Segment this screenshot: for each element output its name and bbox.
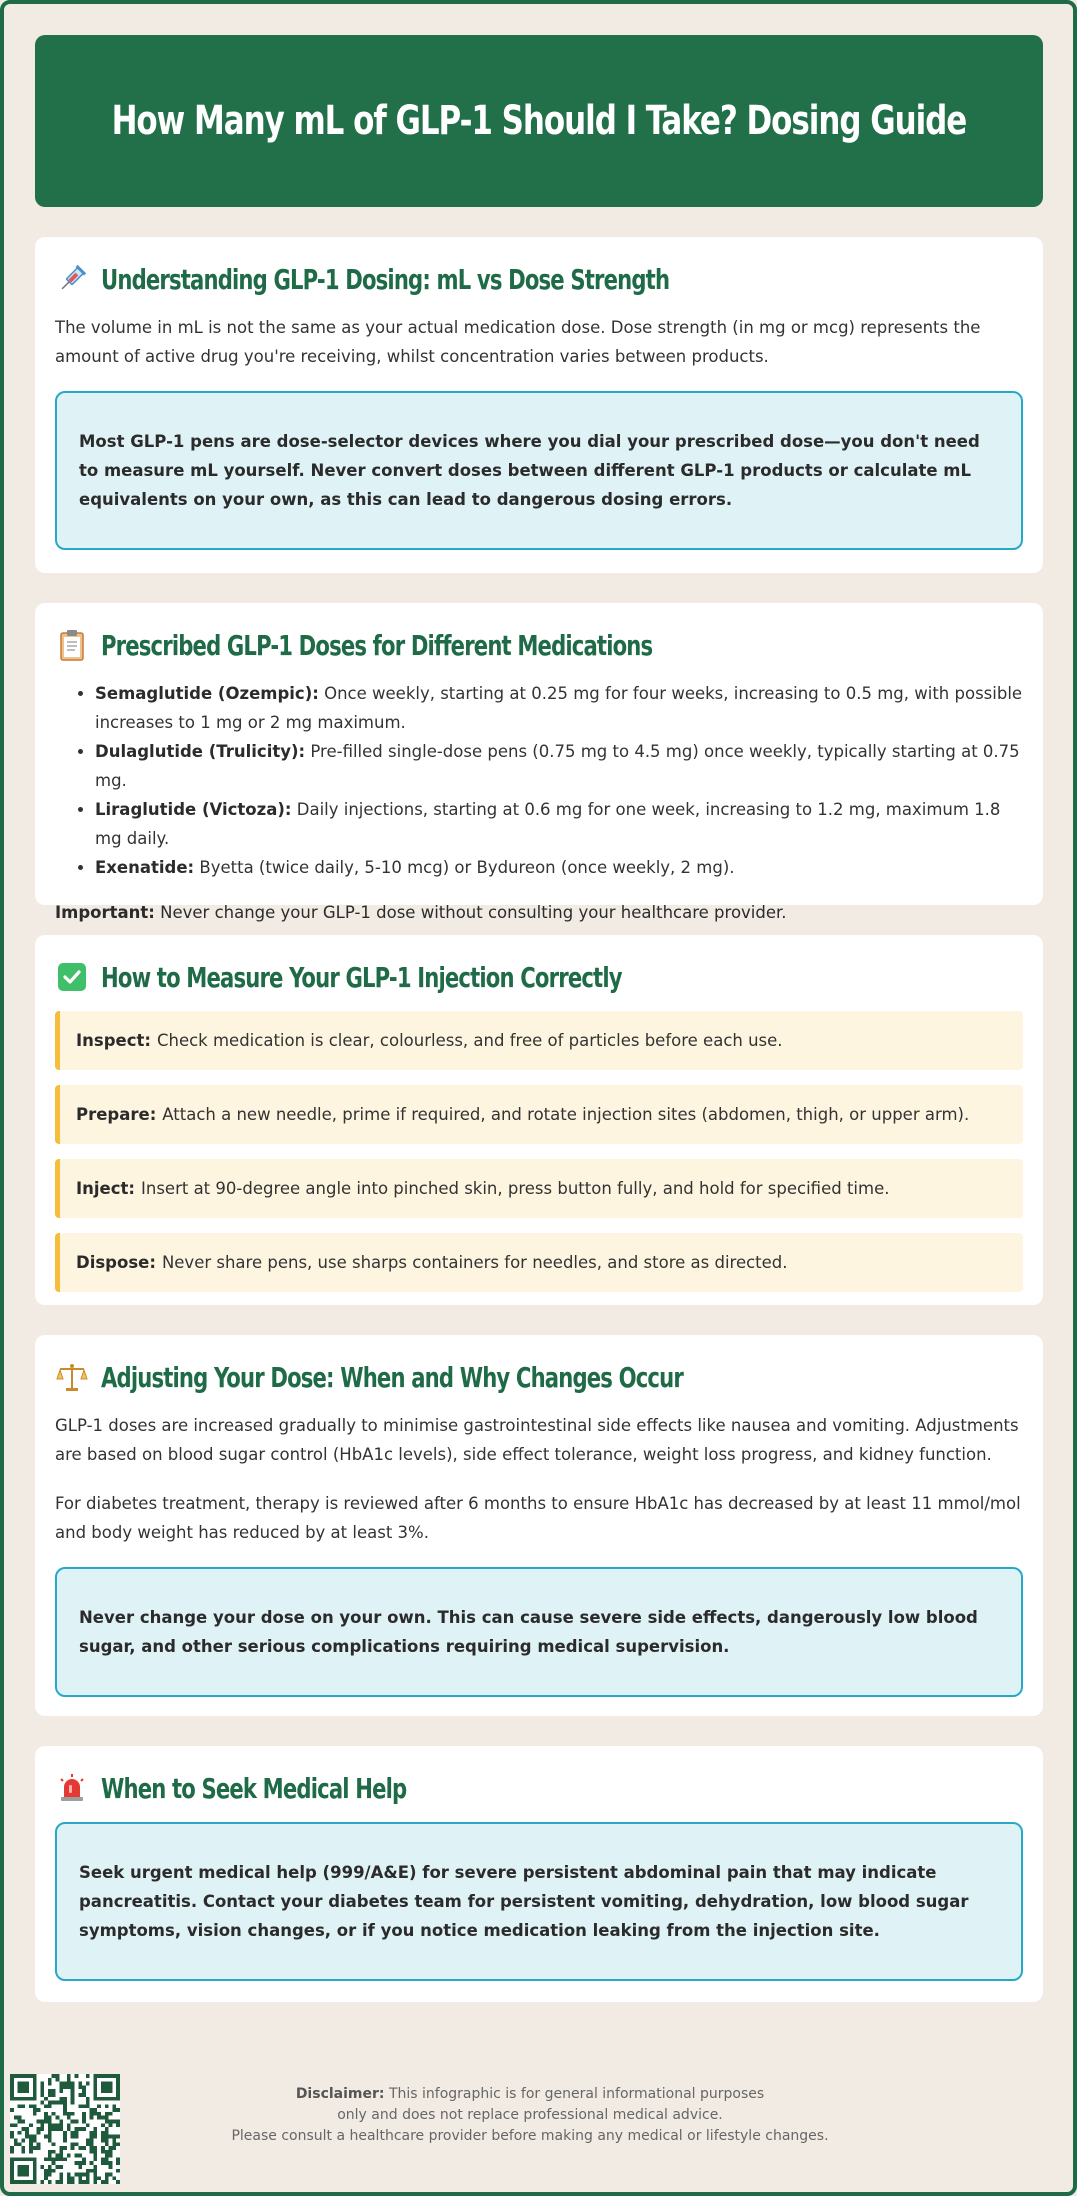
medication-name: Semaglutide (Ozempic): xyxy=(95,684,319,703)
clipboard-icon xyxy=(55,628,89,662)
medication-dose: Pre-filled single-dose pens (0.75 mg to 4.5 mg) once weekly, typically starting at 0.75 mg. xyxy=(95,742,1020,790)
disclaimer-text-3: Please consult a healthcare provider before making any medical or lifestyle changes. xyxy=(231,2128,829,2144)
section-body: The volume in mL is not the same as your actual medication dose. Dose strength (in mg or mcg) represents the amount of active drug you're receiving, whilst concentration varies between products. xyxy=(55,318,981,366)
step-text: Never share pens, use sharps containers for needles, and store as directed. xyxy=(161,1253,788,1272)
medication-dose: Once weekly, starting at 0.25 mg for four weeks, increasing to 0.5 mg, with possible increases to 1 mg or 2 mg maximum. xyxy=(95,684,1023,732)
section-heading xyxy=(55,259,1023,299)
section-heading xyxy=(55,625,1023,665)
section-prescribed xyxy=(35,603,1043,922)
section-measure xyxy=(35,935,1043,1305)
step-inject xyxy=(55,1159,1023,1218)
scales-icon xyxy=(55,1360,89,1394)
medication-dose: Daily injections, starting at 0.6 mg for one week, increasing to 1.2 mg, maximum 1.8 mg daily. xyxy=(95,800,1001,848)
disclaimer-label: Disclaimer: xyxy=(295,2086,385,2102)
dose-list xyxy=(55,679,1023,882)
section-body: GLP-1 doses are increased gradually to minimise gastrointestinal side effects like nausea and vomiting. Adjustments are based on blood sugar control (HbA1c levels), side effect tolerance, weight loss progress, and kidney function. xyxy=(55,1416,1019,1464)
section-title: Adjusting Your Dose: When and Why Changes Occur xyxy=(101,1360,683,1394)
section-adjusting xyxy=(35,1335,1043,1716)
medication-name: Dulaglutide (Trulicity): xyxy=(95,742,306,761)
info-note: Most GLP-1 pens are dose-selector devices where you dial your prescribed dose—you don't need to measure mL yourself. Never convert doses between different GLP-1 products or calculate mL equivalents on your own, as this can lead to dangerous dosing errors. xyxy=(55,391,1023,550)
list-item xyxy=(95,737,1023,795)
content xyxy=(35,35,1043,2002)
section-heading xyxy=(55,957,1023,997)
section-body: For diabetes treatment, therapy is reviewed after 6 months to ensure HbA1c has decreased by at least 11 mmol/mol and body weight has reduced by at least 3%. xyxy=(55,1494,1021,1542)
list-item xyxy=(95,795,1023,853)
disclaimer-text-2: only and does not replace professional medical advice. xyxy=(337,2107,723,2123)
important-note xyxy=(55,898,1023,927)
list-item xyxy=(95,679,1023,737)
disclaimer xyxy=(200,2084,860,2147)
step-text: Check medication is clear, colourless, and free of particles before each use. xyxy=(156,1031,783,1050)
section-help xyxy=(35,1746,1043,2002)
section-title: How to Measure Your GLP-1 Injection Correctly xyxy=(101,960,622,994)
section-heading xyxy=(55,1357,1023,1397)
section-title: When to Seek Medical Help xyxy=(101,1771,407,1805)
page-header xyxy=(35,35,1043,207)
page-title: How Many mL of GLP-1 Should I Take? Dosing Guide xyxy=(111,98,967,144)
section-heading xyxy=(55,1768,1023,1808)
section-understanding xyxy=(35,237,1043,573)
important-label: Important: xyxy=(55,903,155,922)
medication-name: Liraglutide (Victoza): xyxy=(95,800,292,819)
urgent-note: Seek urgent medical help (999/A&E) for severe persistent abdominal pain that may indicate pancreatitis. Contact your diabetes team for persistent vomiting, dehydration, low blood sugar symptoms, vision changes, or if you notice medication leaking from the injection site. xyxy=(55,1822,1023,1981)
warning-note: Never change your dose on your own. This can cause severe side effects, dangerously low blood sugar, and other serious complications requiring medical supervision. xyxy=(55,1567,1023,1697)
section-title: Prescribed GLP-1 Doses for Different Medications xyxy=(101,628,653,662)
section-title: Understanding GLP-1 Dosing: mL vs Dose Strength xyxy=(101,262,670,296)
check-icon xyxy=(55,960,89,994)
step-dispose xyxy=(55,1233,1023,1292)
step-inspect xyxy=(55,1011,1023,1070)
step-text: Attach a new needle, prime if required, and rotate injection sites (abdomen, thigh, or upper arm). xyxy=(162,1105,970,1124)
syringe-icon xyxy=(55,262,89,296)
step-text: Insert at 90-degree angle into pinched skin, press button fully, and hold for specified time. xyxy=(141,1179,890,1198)
list-item xyxy=(95,853,1023,882)
step-prepare xyxy=(55,1085,1023,1144)
important-text: Never change your GLP-1 dose without consulting your healthcare provider. xyxy=(160,903,787,922)
qr-code[interactable] xyxy=(10,2074,120,2184)
medication-dose: Byetta (twice daily, 5-10 mcg) or Bydureon (once weekly, 2 mg). xyxy=(199,858,735,877)
step-label: Inject: xyxy=(76,1179,135,1198)
medication-name: Exenatide: xyxy=(95,858,195,877)
step-label: Dispose: xyxy=(76,1253,156,1272)
step-label: Prepare: xyxy=(76,1105,157,1124)
disclaimer-text-1: This infographic is for general informational purposes xyxy=(388,2086,765,2102)
siren-icon xyxy=(55,1771,89,1805)
step-label: Inspect: xyxy=(76,1031,151,1050)
